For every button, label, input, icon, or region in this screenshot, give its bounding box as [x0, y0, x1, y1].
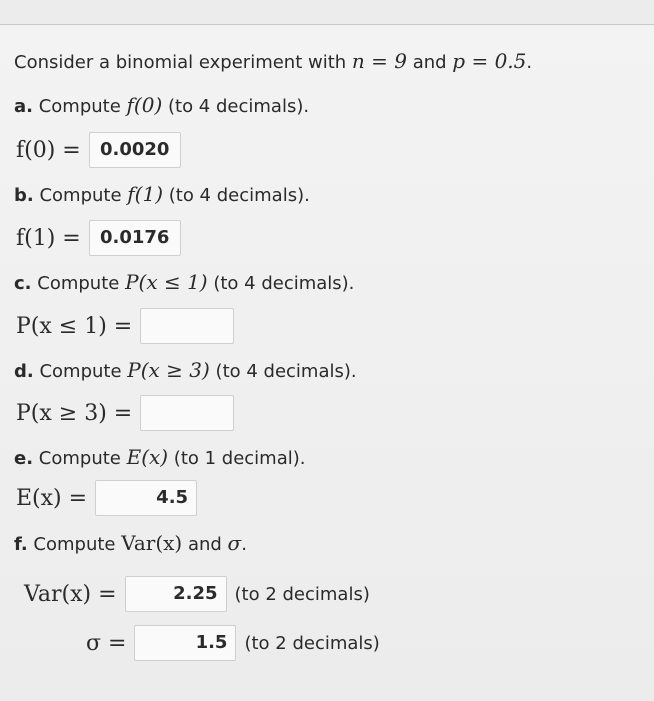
- part-b-expr: f(1): [127, 182, 164, 206]
- part-f-variance-equation: [24, 576, 370, 612]
- part-c-equation: [16, 308, 234, 344]
- part-e-lhs: E(x) =: [16, 485, 88, 511]
- part-d-prompt: [14, 358, 357, 382]
- part-a-equation: [16, 132, 181, 168]
- part-d-letter: d.: [14, 361, 34, 382]
- part-e-expr: E(x): [126, 445, 169, 469]
- part-e-tail: (to 1 decimal).: [168, 448, 306, 469]
- part-e-text: Compute: [38, 448, 127, 469]
- question-panel: [0, 24, 654, 701]
- part-c-letter: c.: [14, 273, 32, 294]
- sigma-lhs: σ =: [86, 630, 127, 656]
- part-b-tail: (to 4 decimals).: [163, 185, 310, 206]
- part-d-text: Compute: [39, 361, 128, 382]
- problem-statement: [14, 49, 532, 73]
- variance-lhs: Var(x) =: [24, 581, 117, 607]
- part-b-equation: [16, 220, 181, 256]
- part-d-tail: (to 4 decimals).: [209, 361, 357, 382]
- part-a-prompt: [14, 93, 309, 117]
- p-value: p = 0.5: [452, 49, 527, 73]
- part-f-sigma: σ: [227, 531, 242, 555]
- part-a-tail: (to 4 decimals).: [162, 96, 310, 117]
- part-f-expr: Var(x): [121, 531, 183, 555]
- part-b-answer-input[interactable]: 0.0176: [89, 220, 181, 256]
- part-b-prompt: [14, 182, 310, 206]
- part-c-tail: (to 4 decimals).: [207, 273, 355, 294]
- part-a-text: Compute: [38, 96, 127, 117]
- part-e-prompt: [14, 445, 306, 469]
- part-c-lhs: P(x ≤ 1) =: [16, 313, 133, 339]
- intro-text: Consider a binomial experiment with: [14, 52, 352, 73]
- part-c-answer-input[interactable]: [140, 308, 234, 344]
- part-d-expr: P(x ≥ 3): [127, 358, 210, 382]
- part-c-prompt: [14, 270, 354, 294]
- part-a-letter: a.: [14, 96, 33, 117]
- part-d-answer-input[interactable]: [140, 395, 234, 431]
- intro-period: .: [526, 52, 533, 73]
- part-d-lhs: P(x ≥ 3) =: [16, 400, 133, 426]
- part-b-text: Compute: [39, 185, 128, 206]
- part-d-equation: [16, 395, 234, 431]
- part-f-text: Compute: [33, 534, 122, 555]
- part-b-lhs: f(1) =: [16, 225, 81, 251]
- variance-answer-input[interactable]: 2.25: [125, 576, 227, 612]
- part-f-prompt: [14, 531, 247, 555]
- part-e-answer-input[interactable]: 4.5: [95, 480, 197, 516]
- intro-and: and: [406, 52, 453, 73]
- part-a-answer-input[interactable]: 0.0020: [89, 132, 181, 168]
- n-value: n = 9: [351, 49, 407, 73]
- sigma-answer-input[interactable]: 1.5: [134, 625, 236, 661]
- part-f-and: and: [182, 534, 228, 555]
- part-c-text: Compute: [37, 273, 126, 294]
- part-e-equation: [16, 480, 197, 516]
- part-f-letter: f.: [14, 534, 28, 555]
- part-a-expr: f(0): [126, 93, 163, 117]
- part-b-letter: b.: [14, 185, 34, 206]
- part-f-sigma-equation: [86, 625, 380, 661]
- part-a-lhs: f(0) =: [16, 137, 81, 163]
- part-c-expr: P(x ≤ 1): [125, 270, 208, 294]
- sigma-hint: (to 2 decimals): [244, 632, 380, 654]
- part-f-tail: .: [241, 534, 247, 555]
- part-e-letter: e.: [14, 448, 34, 469]
- variance-hint: (to 2 decimals): [234, 583, 370, 605]
